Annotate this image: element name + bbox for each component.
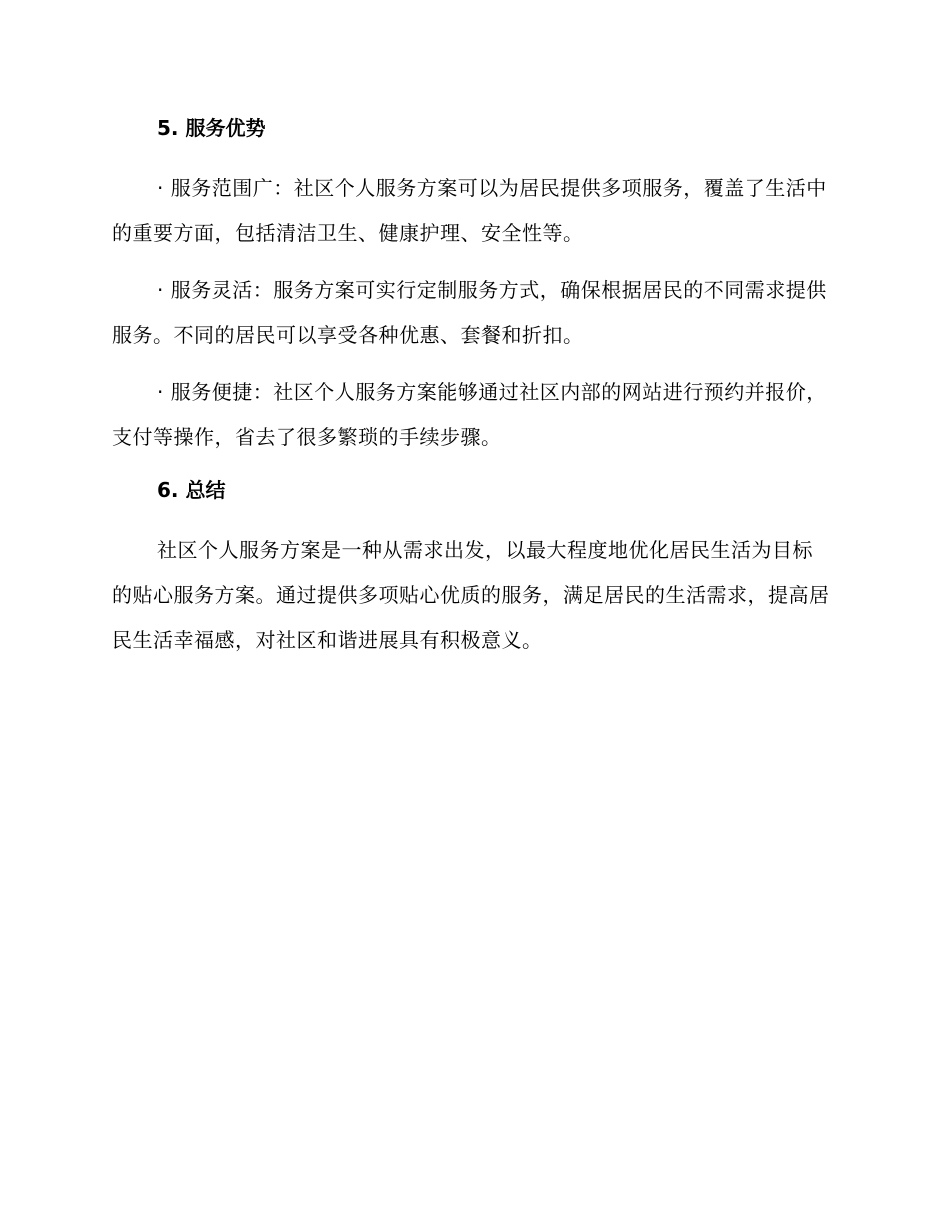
section-heading-service-advantages: 5. 服务优势 bbox=[157, 116, 266, 140]
bullet-service-convenience: · 服务便捷：社区个人服务方案能够通过社区内部的网站进行预约并报价，支付等操作，省去了很多繁琐的手续步骤。 bbox=[112, 380, 827, 449]
bullet-service-flexibility: · 服务灵活：服务方案可实行定制服务方式，确保根据居民的不同需求提供服务。不同的居民可以享受各种优惠、套餐和折扣。 bbox=[112, 278, 827, 347]
document-page bbox=[112, 110, 830, 663]
summary-paragraph: 社区个人服务方案是一种从需求出发，以最大程度地优化居民生活为目标的贴心服务方案。通过提供多项贴心优质的服务，满足居民的生活需求，提高居民生活幸福感，对社区和谐进展具有积极意义。 bbox=[112, 538, 830, 652]
bullet-service-range: · 服务范围广：社区个人服务方案可以为居民提供多项服务，覆盖了生活中的重要方面，包括清洁卫生、健康护理、安全性等。 bbox=[112, 176, 827, 245]
section-heading-summary: 6. 总结 bbox=[157, 478, 226, 502]
